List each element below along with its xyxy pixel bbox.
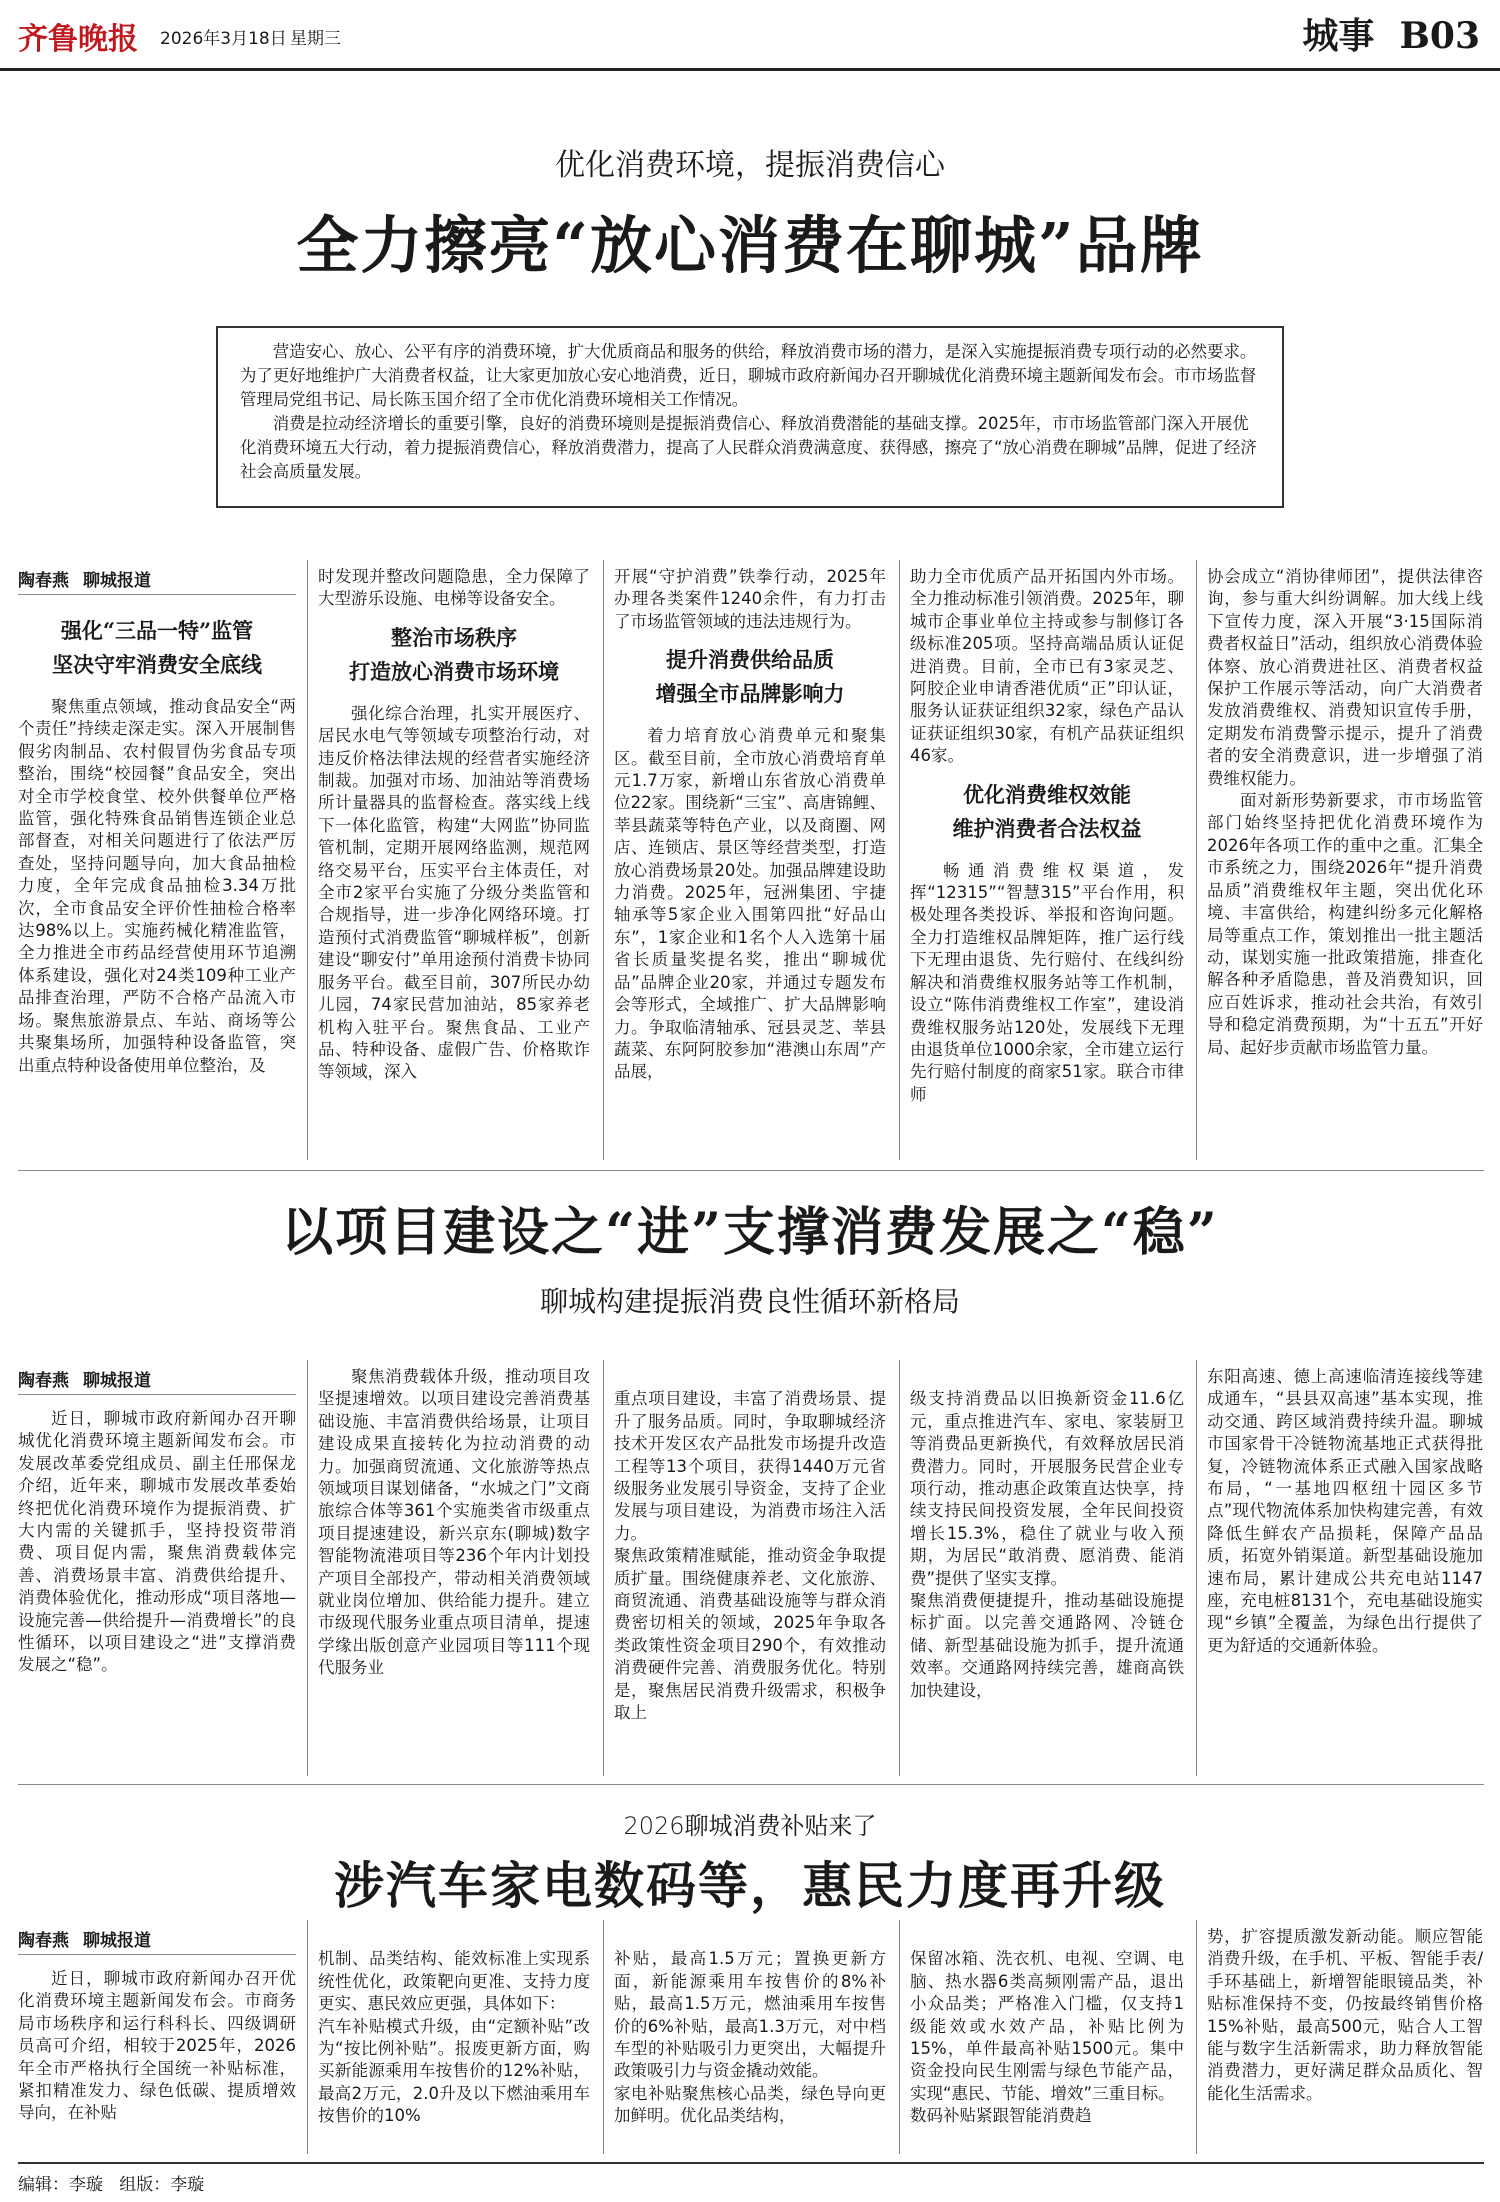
paragraph: 聚焦重点领域，推动食品安全“两个责任”持续走深走实。深入开展制售假劣肉制品、农村假冒伪劣食品专项整治，围绕“校园餐”食品安全，突出对全市学校食堂、校外供餐单位严格监管，强化特殊食品销售连锁企业总部督查，对相关问题进行了依法严厉查处，坚持问题导向，加大食品抽检力度，全年完成食品抽检3.34万批次，全市食品安全评价性抽检合格率达98%以上。实施药械化精准监管，全力推进全市药品经营使用环节追溯体系建设，强化对24类109种工业产品排查治理，严防不合格产品流入市场。聚焦旅游景点、车站、商场等公共聚集场所，加强特种设备监管，突出重点特种设备使用单位整治，及	[18, 697, 296, 1075]
header-rule	[0, 68, 1500, 71]
article2-column-1	[18, 1408, 296, 1776]
byline-rule	[18, 1954, 296, 1955]
byline-rule	[18, 594, 296, 595]
paragraph: 补贴，最高1.5万元；置换更新方面，新能源乘用车按售价的8%补贴，最高1.5万元，燃油乘用车按售价的6%补贴，最高1.3万元，对中档车型的补贴吸引力更突出，大幅提升政策吸引力与资金撬动效能。 家电补贴聚焦核心品类，绿色导向更加鲜明。优化品类结构，	[614, 1949, 886, 2126]
column-rule	[603, 1920, 604, 2154]
paragraph: 重点项目建设，丰富了消费场景、提升了服务品质。同时，争取聊城经济技术开发区农产品批发市场提升改造工程等13个项目，获得1440万元省级服务业发展引导资金，支持了企业发展与项目建设，为消费市场注入活力。 聚焦政策精准赋能，推动资金争取提质扩量。围绕健康养老、文化旅游、商贸流通、消费基础设施等与群众消费密切相关的领域，2025年争取各类政策性资金项目290个，有效推动消费硬件完善、消费服务优化。特别是，聚焦居民消费升级需求，积极争取上	[614, 1389, 886, 1723]
section-divider	[18, 1170, 1484, 1171]
paragraph: 着力培育放心消费单元和聚集区。截至目前，全市放心消费培育单元1.7万家，新增山东省放心消费单位22家。围绕新“三宝”、高唐锦鲤、莘县蔬菜等特色产业，以及商圈、网店、连锁店、景区等经营类型，打造放心消费场景20处。加强品牌建设助力消费。2025年，冠洲集团、宇捷轴承等5家企业入围第四批“好品山东”，1家企业和1名个人入选第十届省长质量奖提名奖，推出“聊城优品”品牌企业20家，并通过专题发布会等形式，全域推广、扩大品牌影响力。争取临清轴承、冠县灵芝、莘县蔬菜、东阿阿胶参加“港澳山东周”产品展，	[614, 726, 886, 1082]
article3-column-4	[910, 1926, 1184, 2154]
article1-byline: 陶春燕 聊城报道	[18, 571, 151, 591]
article2-byline: 陶春燕 聊城报道	[18, 1371, 151, 1391]
article3-column-2	[318, 1926, 590, 2154]
issue-weekday: 星期三	[290, 29, 341, 49]
column-rule	[1196, 1360, 1197, 1776]
article3-column-1	[18, 1968, 296, 2154]
paragraph: 助力全市优质产品开拓国内外市场。全力推动标准引领消费。2025年，聊城市企事业单位主持或参与制修订各级标准205项。坚持高端品质认证促进消费。目前，全市已有3家灵芝、阿胶企业申请香港优质“正”印认证，服务认证获证组织32家，绿色产品认证获证组织30家，有机产品获证组织46家。	[910, 567, 1184, 766]
article3-column-5	[1207, 1926, 1483, 2154]
layout-credit: 组版：李璇	[119, 2175, 205, 2195]
column-rule	[1196, 1920, 1197, 2154]
editor-credit: 编辑：李璇	[18, 2175, 103, 2195]
paragraph: 保留冰箱、洗衣机、电视、空调、电脑、热水器6类高频刚需产品，退出小众品类；严格准入门槛，仅支持1级能效或水效产品，补贴比例为15%，单件最高补贴1500元。集中资金投向民生刚需与绿色节能产品，实现“惠民、节能、增效”三重目标。 数码补贴紧跟智能消费趋	[910, 1949, 1184, 2126]
article3-headline: 涉汽车家电数码等，惠民力度再升级	[334, 1856, 1166, 1915]
byline-rule	[18, 1394, 296, 1395]
article1-column-1	[18, 604, 296, 1160]
article1-abstract	[216, 326, 1284, 508]
paragraph: 畅通消费维权渠道，发挥“12315”“智慧315”平台作用，积极处理各类投诉、举报和咨询问题。全力打造维权品牌矩阵，推广运行线下无理由退货、先行赔付、在线纠纷解决和消费维权服务站等工作机制，设立“陈伟消费维权工作室”，建设消费维权服务站120处，发展线下无理由退货单位1000余家，全市建立运行先行赔付制度的商家51家。联合市律师	[910, 860, 1184, 1104]
subheading: 优化消费维权效能 维护消费者合法权益	[952, 781, 1142, 841]
article2-subtitle: 聊城构建提振消费良性循环新格局	[539, 1285, 960, 1318]
paragraph: 近日，聊城市政府新闻办召开聊城优化消费环境主题新闻发布会。市发展改革委党组成员、副主任邢保龙介绍，近年来，聊城市发展改革委始终把优化消费环境作为提振消费、扩大内需的关键抓手，坚持投资带消费、项目促内需，聚焦消费载体完善、消费场景丰富、消费供给提升、消费体验优化，推动形成“项目落地—设施完善—供给提升—消费增长”的良性循环，以项目建设之“进”支撑消费发展之“稳”。	[18, 1409, 296, 1675]
paragraph: 机制、品类结构、能效标准上实现系统性优化，政策靶向更准、支持力度更实、惠民效应更强，具体如下： 汽车补贴模式升级，由“定额补贴”改为“按比例补贴”。报废更新方面，购买新能源乘用车按售价的12%补贴，最高2万元，2.0升及以下燃油乘用车按售价的10%	[318, 1949, 590, 2126]
article2-column-2	[318, 1366, 590, 1776]
abstract-paragraph: 营造安心、放心、公平有序的消费环境，扩大优质商品和服务的供给，释放消费市场的潜力，是深入实施提振消费专项行动的必然要求。为了更好地维护广大消费者权益，让大家更加放心安心地消费，近日，聊城市政府新闻办召开聊城优化消费环境主题新闻发布会。市市场监督管理局党组书记、局长陈玉国介绍了全市优化消费环境相关工作情况。	[240, 342, 1257, 409]
article3-byline: 陶春燕 聊城报道	[18, 1931, 151, 1951]
subheading: 强化“三品一特”监管 坚决守牢消费安全底线	[52, 618, 262, 677]
article3-column-3	[614, 1926, 886, 2154]
column-rule	[899, 1360, 900, 1776]
paragraph: 时发现并整改问题隐患，全力保障了大型游乐设施、电梯等设备安全。	[318, 567, 590, 609]
column-rule	[603, 1360, 604, 1776]
page-header	[0, 0, 1500, 72]
issue-date: 2026年3月18日	[160, 29, 287, 49]
section-label: 城事 B03	[1302, 15, 1480, 57]
column-rule	[307, 560, 308, 1160]
article2-column-5	[1207, 1366, 1483, 1776]
paragraph: 东阳高速、德上高速临清连接线等建成通车，“县县双高速”基本实现，推动交通、跨区域消费持续升温。聊城市国家骨干冷链物流基地正式获得批复，冷链物流体系正式融入国家战略布局，“一基地四枢纽十园区多节点”现代物流体系加快构建完善，有效降低生鲜农产品损耗，保障产品品质，拓宽外销渠道。新型基础设施加速布局，累计建成公共充电站1147座，充电桩8131个，充电基础设施实现“乡镇”全覆盖，为绿色出行提供了更为舒适的交通新体验。	[1207, 1367, 1483, 1655]
article1-kicker: 优化消费环境，提振消费信心	[555, 148, 945, 183]
article1-column-5	[1207, 566, 1483, 1160]
paragraph: 聚焦消费载体升级，推动项目攻坚提速增效。以项目建设完善消费基础设施、丰富消费供给场景，让项目建设成果直接转化为拉动消费的动力。加强商贸流通、文化旅游等热点领域项目谋划储备，“水城之门”文商旅综合体等361个实施类省市级重点项目提速建设，新兴京东(聊城)数字智能物流港项目等236个年内计划投产项目全部投产，带动相关消费领域就业岗位增加、供给能力提升。建立市级现代服务业重点项目清单，提速学缘出版创意产业园项目等111个现代服务业	[318, 1367, 590, 1678]
footer-rule	[18, 2162, 1484, 2164]
column-rule	[899, 1920, 900, 2154]
paragraph: 近日，聊城市政府新闻办召开优化消费环境主题新闻发布会。市商务局市场秩序和运行科科长、四级调研员高可介绍，相较于2025年，2026年全市严格执行全国统一补贴标准，紧扣精准发力、绿色低碳、提质增效导向，在补贴	[18, 1969, 296, 2123]
article1-column-3	[614, 566, 886, 1160]
paragraph: 面对新形势新要求，市市场监管部门始终坚持把优化消费环境作为2026年各项工作的重中之重。汇集全市系统之力，围绕2026年“提升消费品质”消费维权年主题，突出优化环境、丰富供给，构建纠纷多元化解格局等重点工作，策划推出一批主题活动，谋划实施一批政策措施，排查化解各种矛盾隐患，普及消费知识，回应百姓诉求，推动社会共治，有效引导和稳定消费预期，为“十五五”开好局、起好步贡献市场监管力量。	[1207, 791, 1483, 1057]
column-rule	[307, 1360, 308, 1776]
abstract-paragraph: 消费是拉动经济增长的重要引擎，良好的消费环境则是提振消费信心、释放消费潜能的基础支撑。2025年，市市场监管部门深入开展优化消费环境五大行动，着力提振消费信心，释放消费潜力，提高了人民群众消费满意度、获得感，擦亮了“放心消费在聊城”品牌，促进了经济社会高质量发展。	[240, 414, 1257, 481]
subheading: 整治市场秩序 打造放心消费市场环境	[349, 624, 559, 684]
paragraph: 势，扩容提质激发新动能。顺应智能消费升级，在手机、平板、智能手表/手环基础上，新增智能眼镜品类，补贴标准保持不变，仍按最终销售价格15%补贴，最高500元，贴合人工智能与数字生活新需求，助力释放智能消费潜力，更好满足群众品质化、智能化生活需求。	[1207, 1927, 1483, 2103]
article2-column-3	[614, 1366, 886, 1776]
column-rule	[307, 1920, 308, 2154]
paragraph: 强化综合治理，扎实开展医疗、居民水电气等领域专项整治行动，对违反价格法律法规的经营者实施经济制裁。加强对市场、加油站等消费场所计量器具的监督检查。落实线上线下一体化监管，构建“大网监”协同监管机制，定期开展网络监测，规范网络交易平台，压实平台主体责任，对全市2家平台实施了分级分类监管和合规指导，进一步净化网络环境。打造预付式消费监管“聊城样板”，创新建设“聊安付”单用途预付消费卡协同服务平台。截至目前，307所民办幼儿园，74家民营加油站，85家养老机构入驻平台。聚焦食品、工业产品、特种设备、虚假广告、价格欺诈等领域，深入	[318, 703, 590, 1082]
paragraph: 协会成立“消协律师团”，提供法律咨询，参与重大纠纷调解。加大线上线下宣传力度，深入开展“3·15国际消费者权益日”活动，组织放心消费体验体察、放心消费进社区、消费者权益保护工作展示等活动，向广大消费者发放消费维权、消费知识宣传手册，定期发布消费警示提示，提升了消费者的安全消费意识，进一步增强了消费维权能力。	[1207, 567, 1483, 788]
page-footer	[18, 2170, 204, 2195]
newspaper-logo: 齐鲁晚报	[18, 22, 138, 57]
article3-kicker: 2026聊城消费补贴来了	[623, 1812, 877, 1840]
paragraph: 开展“守护消费”铁拳行动，2025年办理各类案件1240余件，有力打击了市场监管领域的违法违规行为。	[614, 567, 886, 631]
column-rule	[603, 560, 604, 1160]
section-divider	[18, 1784, 1484, 1785]
article1-column-4	[910, 566, 1184, 1160]
column-rule	[1196, 560, 1197, 1160]
column-rule	[899, 560, 900, 1160]
article1-column-2	[318, 566, 590, 1160]
article2-column-4	[910, 1366, 1184, 1776]
paragraph: 级支持消费品以旧换新资金11.6亿元，重点推进汽车、家电、家装厨卫等消费品更新换代，有效释放居民消费潜力。同时，开展服务民营企业专项行动，推动惠企政策直达快享，持续支持民间投资发展，全年民间投资增长15.3%，稳住了就业与收入预期，为居民“敢消费、愿消费、能消费”提供了坚实支撑。 聚焦消费便捷提升，推动基础设施提标扩面。以完善交通路网、冷链仓储、新型基础设施为抓手，提升流通效率。交通路网持续完善，雄商高铁加快建设，	[910, 1389, 1184, 1700]
article1-headline: 全力擦亮“放心消费在聊城”品牌	[296, 209, 1204, 282]
article2-headline: 以项目建设之“进”支撑消费发展之“稳”	[281, 1202, 1219, 1263]
subheading: 提升消费供给品质 增强全市品牌影响力	[655, 647, 845, 707]
